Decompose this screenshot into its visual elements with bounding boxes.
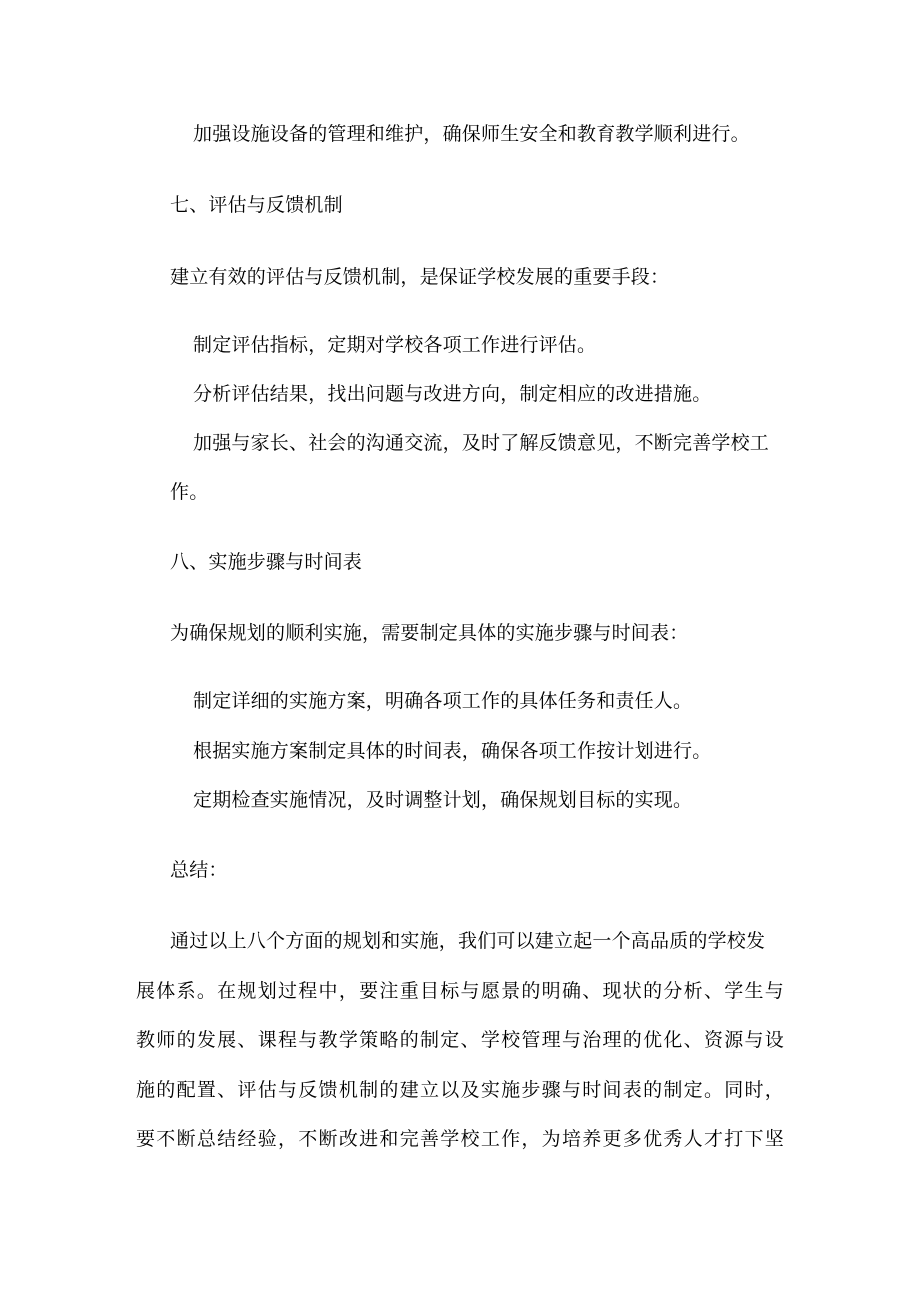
list-item-steps-1: 制定详细的实施方案，明确各项工作的具体任务和责任人。	[193, 690, 693, 712]
section-heading-8: 八、实施步骤与时间表	[170, 551, 363, 573]
list-item-eval-3-cont: 作。	[170, 481, 209, 503]
summary-line-5: 要不断总结经验，不断改进和完善学校工作，为培养更多优秀人才打下坚	[136, 1128, 784, 1150]
summary-line-2: 展体系。在规划过程中，要注重目标与愿景的明确、现状的分析、学生与	[136, 980, 784, 1002]
text-line-eval-intro: 建立有效的评估与反馈机制，是保证学校发展的重要手段：	[170, 266, 670, 288]
section-heading-7: 七、评估与反馈机制	[170, 194, 343, 216]
list-item-eval-3: 加强与家长、社会的沟通交流，及时了解反馈意见，不断完善学校工	[193, 432, 770, 454]
summary-line-4: 施的配置、评估与反馈机制的建立以及实施步骤与时间表的制定。同时，	[136, 1079, 784, 1101]
summary-line-3: 教师的发展、课程与教学策略的制定、学校管理与治理的优化、资源与设	[136, 1029, 784, 1051]
text-line-facilities: 加强设施设备的管理和维护，确保师生安全和教育教学顺利进行。	[193, 123, 750, 145]
summary-heading: 总结：	[170, 859, 228, 881]
list-item-eval-2: 分析评估结果，找出问题与改进方向，制定相应的改进措施。	[193, 383, 712, 405]
text-line-steps-intro: 为确保规划的顺利实施，需要制定具体的实施步骤与时间表：	[170, 622, 689, 644]
list-item-steps-3: 定期检查实施情况，及时调整计划，确保规划目标的实现。	[193, 789, 693, 811]
list-item-eval-1: 制定评估指标，定期对学校各项工作进行评估。	[193, 334, 597, 356]
summary-line-1: 通过以上八个方面的规划和实施，我们可以建立起一个高品质的学校发	[170, 930, 766, 952]
list-item-steps-2: 根据实施方案制定具体的时间表，确保各项工作按计划进行。	[193, 740, 712, 762]
